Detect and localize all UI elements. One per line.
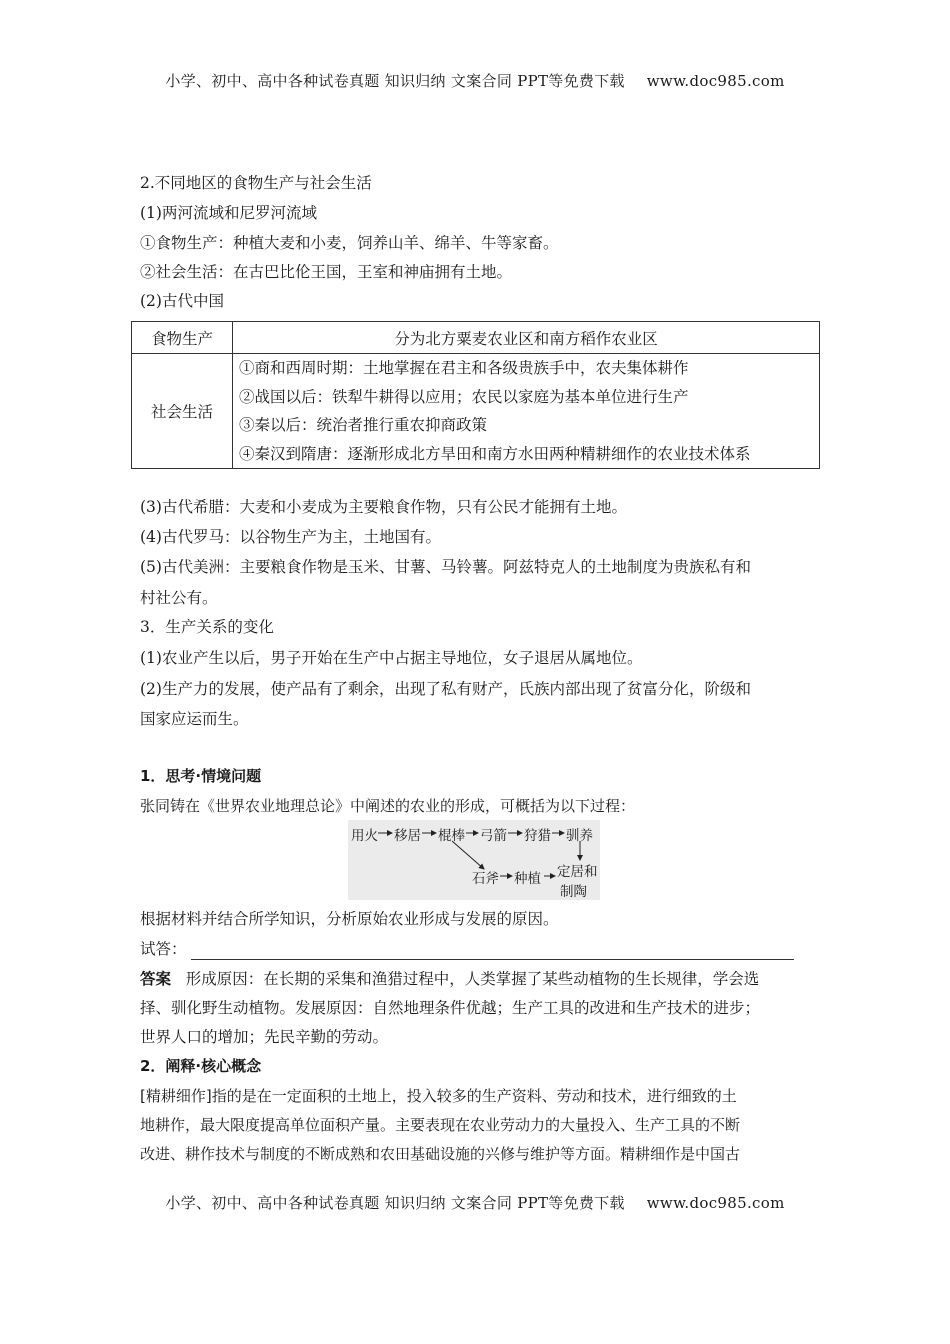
concept-line-3: 改进、耕作技术与制度的不断成熟和农田基础设施的兴修与维护等方面。精耕细作是中国古 [140,1145,741,1163]
answer-text-1: 形成原因：在长期的采集和渔猎过程中，人类掌握了某些动植物的生长规律，学会选 [185,970,760,988]
concept-line-2: 地耕作，最大限度提高单位面积产量。主要表现在农业劳动力的大量投入、生产工具的不断 [140,1116,741,1134]
answer-label: 答案 [140,970,172,988]
flow-node: 用火 [351,828,378,844]
header-site: www.doc985.com [646,72,785,90]
flow-node: 弓箭 [480,828,507,844]
america-line-2: 村社公有。 [140,589,218,607]
section2-sub1: (1)两河流域和尼罗河流域 [140,204,317,222]
section3-p2-line2: 国家应运而生。 [140,710,249,728]
table-row-food [132,322,820,354]
answer-blank[interactable] [191,943,794,960]
answer-line-1 [140,968,820,990]
flow-node: 驯养 [566,828,593,844]
page-header [0,70,950,91]
think-intro: 张同铸在《世界农业地理总论》中阐述的农业的形成，可概括为以下过程： [140,797,636,815]
table-row-social [132,354,820,469]
flow-node: 石斧 [472,871,499,887]
food-value: 分为北方粟麦农业区和南方稻作农业区 [233,322,820,354]
section3-p1: (1)农业产生以后，男子开始在生产中占据主导地位，女子退居从属地位。 [140,649,643,667]
flow-node: 种植 [514,871,541,887]
china-table [131,321,820,469]
footer-text: 小学、初中、高中各种试卷真题 知识归纳 文案合同 PPT等免费下载 [165,1194,625,1212]
think-title: 1．思考·情境问题 [140,767,262,785]
concept-line-1: [精耕细作]指的是在一定面积的土地上，投入较多的生产资料、劳动和技术，进行细致的土 [140,1087,737,1105]
section3-p2-line1: (2)生产力的发展，使产品有了剩余，出现了私有财产，氏族内部出现了贫富分化，阶级和 [140,680,751,698]
social-item: ②战国以后：铁犁牛耕得以应用；农民以家庭为基本单位进行生产 [239,387,689,406]
think-question: 根据材料并结合所学知识，分析原始农业形成与发展的原因。 [140,910,559,928]
footer-site: www.doc985.com [646,1194,785,1212]
social-label: 社会生活 [132,354,233,469]
header-text: 小学、初中、高中各种试卷真题 知识归纳 文案合同 PPT等免费下载 [165,72,625,90]
social-item: ①商和西周时期：土地掌握在君主和各级贵族手中，农夫集体耕作 [239,359,689,377]
flow-node: 定居和 [557,864,598,880]
social-item: ④秦汉到隋唐：逐渐形成北方旱田和南方水田两种精耕细作的农业技术体系 [239,444,751,463]
try-label: 试答： [140,940,187,958]
section2-title: 2.不同地区的食物生产与社会生活 [140,174,372,192]
social-items [233,354,820,469]
concept-title: 2．阐释·核心概念 [140,1057,262,1075]
flow-node: 移居 [394,828,421,844]
answer-line-2: 择、驯化野生动植物。发展原因：自然地理条件优越；生产工具的改进和生产技术的进步； [140,999,761,1017]
section2-item1: ①食物生产：种植大麦和小麦，饲养山羊、绵羊、牛等家畜。 [140,234,559,252]
section2-sub2: (2)古代中国 [140,292,224,310]
america-line-1: (5)古代美洲：主要粮食作物是玉米、甘薯、马铃薯。阿兹特克人的土地制度为贵族私有和 [140,558,751,576]
flow-node: 棍棒 [438,828,465,844]
answer-line-3: 世界人口的增加；先民辛勤的劳动。 [140,1028,389,1046]
flow-node: 制陶 [560,884,587,900]
flow-node: 狩猎 [524,828,551,844]
section3-title: 3．生产关系的变化 [140,618,274,636]
agriculture-flow-diagram [348,820,600,900]
greece-line: (3)古代希腊：大麦和小麦成为主要粮食作物，只有公民才能拥有土地。 [140,498,627,516]
section2-item2: ②社会生活：在古巴比伦王国，王室和神庙拥有土地。 [140,263,513,281]
rome-line: (4)古代罗马：以谷物生产为主，土地国有。 [140,528,441,546]
social-item: ③秦以后：统治者推行重农抑商政策 [239,416,488,434]
arrow [452,841,484,869]
page-footer [0,1192,950,1213]
try-answer-row [140,938,820,960]
food-label: 食物生产 [132,322,233,354]
